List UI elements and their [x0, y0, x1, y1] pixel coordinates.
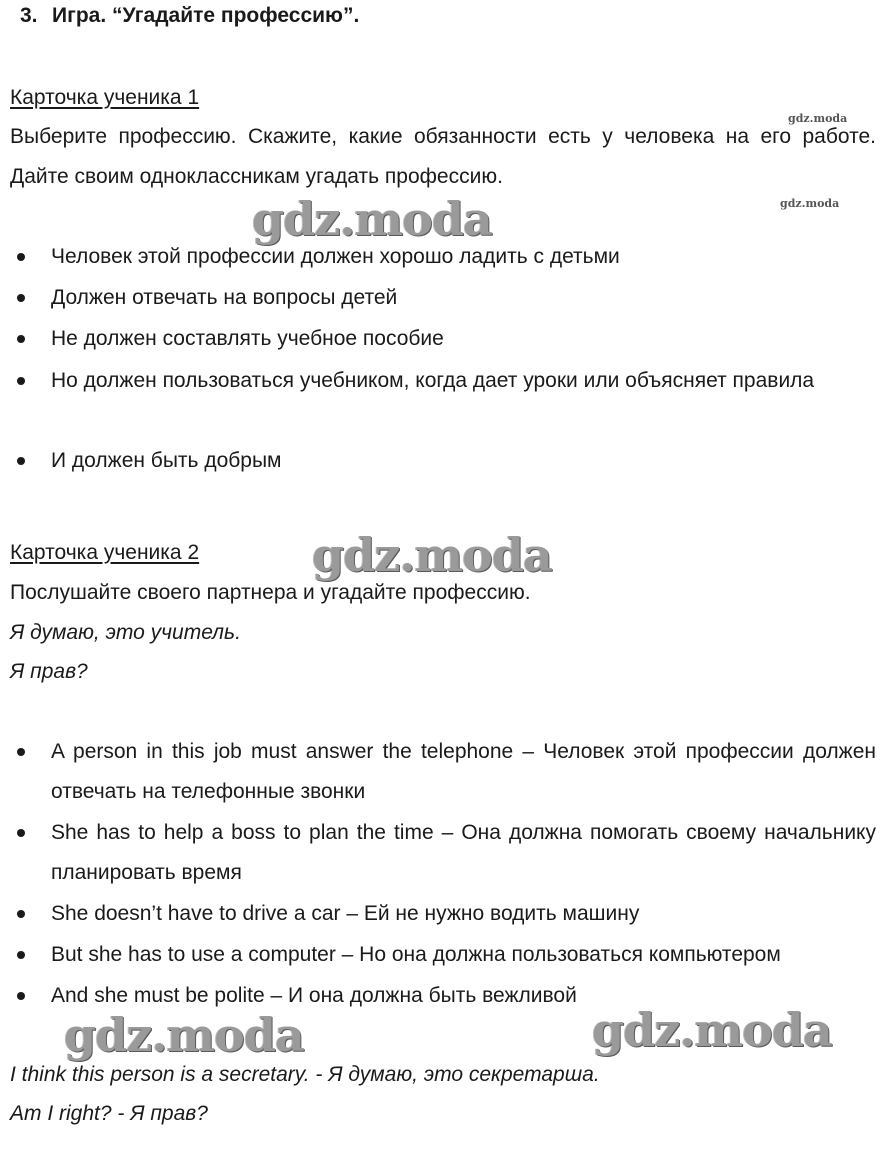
watermark-logo: gdz.moda — [592, 1003, 832, 1057]
list-item-text: She doesn’t have to drive a car – Ей не нужно водить машину — [51, 902, 640, 925]
bullet-icon — [17, 253, 25, 261]
list-item-text: And she must be polite – И она должна быть вежливой — [51, 984, 577, 1007]
bullet-icon — [17, 377, 25, 385]
watermark-logo: gdz.moda — [312, 528, 552, 582]
card2-answer: I think this person is a secretary. - Я думаю, это секретарша. — [10, 1063, 600, 1086]
list-item-text: Человек этой профессии должен хорошо ладить с детьми — [51, 245, 620, 268]
list-item-text: But she has to use a computer – Но она должна пользоваться компьютером — [51, 943, 781, 966]
card1-label: Карточка ученика 1 — [10, 86, 200, 109]
card2-guess: Я думаю, это учитель. — [10, 621, 241, 644]
list-item-text: И должен быть добрым — [51, 449, 282, 472]
list-item-text: Но должен пользоваться учебником, когда дает уроки или объясняет правила — [51, 369, 815, 392]
watermark-logo: gdz.moda — [252, 192, 492, 246]
bullet-icon — [17, 992, 25, 1000]
bullet-icon — [17, 294, 25, 302]
exercise-number: 3. — [20, 4, 38, 27]
card2-instruction: Послушайте своего партнера и угадайте профессию. — [10, 581, 531, 604]
bullet-icon — [17, 335, 25, 343]
exercise-title — [20, 4, 359, 28]
list-item-text: A person in this job must answer the telephone – Человек этой профессии должен отвечать на телефонные звонки — [51, 740, 876, 803]
exercise-title-text: Игра. “Угадайте профессию”. — [52, 4, 360, 27]
card2-answer-question: Am I right? - Я прав? — [10, 1102, 208, 1125]
bullet-icon — [17, 910, 25, 918]
list-item-text: She has to help a boss to plan the time – Она должна помогать своему начальнику планировать время — [51, 821, 876, 884]
list-item-text: Не должен составлять учебное пособие — [51, 327, 444, 350]
bullet-icon — [17, 951, 25, 959]
list-item-text: Должен отвечать на вопросы детей — [51, 286, 398, 309]
watermark-logo: gdz.moda — [64, 1008, 304, 1062]
bullet-icon — [17, 829, 25, 837]
bullet-icon — [17, 748, 25, 756]
card1-instruction: Выберите профессию. Скажите, какие обязанности есть у человека на его работе. Дайте своим одноклассникам угадать профессию. — [10, 125, 876, 188]
watermark-logo: gdz.moda — [788, 112, 848, 125]
bullet-icon — [17, 457, 25, 465]
card2-label: Карточка ученика 2 — [10, 541, 200, 564]
card2-question: Я прав? — [10, 660, 88, 683]
watermark-logo: gdz.moda — [780, 197, 840, 210]
